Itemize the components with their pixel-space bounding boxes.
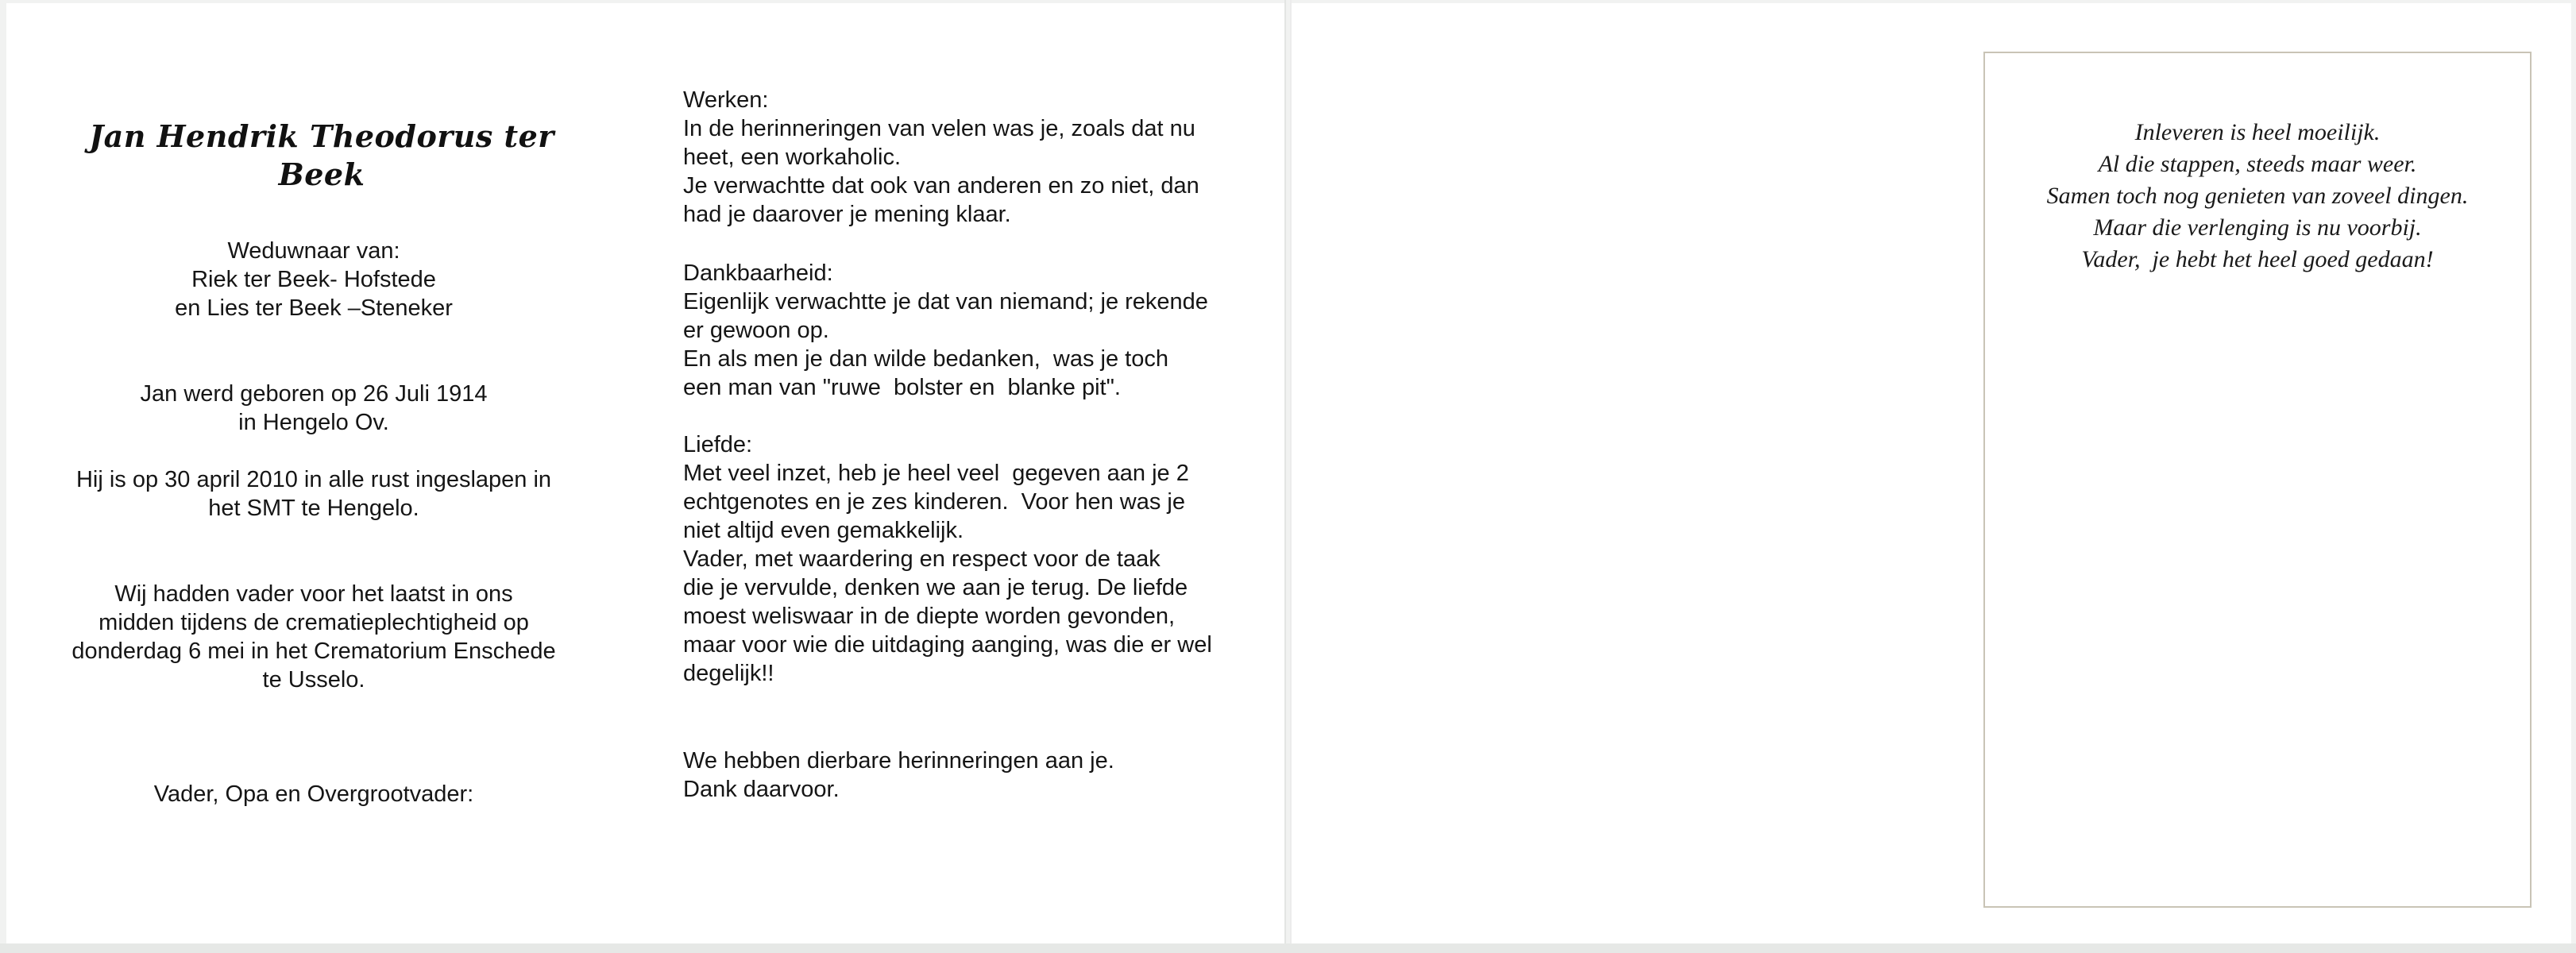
liefde-text: niet altijd even gemakkelijk. <box>683 518 964 543</box>
poem <box>1985 117 2530 276</box>
liefde-text: degelijk!! <box>683 661 774 686</box>
card-fold-shadow <box>1290 0 1292 953</box>
dankbaarheid-section <box>683 259 1255 402</box>
poem-line: Samen toch nog genieten van zoveel dingen. <box>2046 183 2469 209</box>
liefde-text: Met veel inzet, heb je heel veel gegeven aan je 2 <box>683 461 1189 486</box>
cremation-line: donderdag 6 mei in het Crematorium Enschede <box>71 639 556 664</box>
werken-text: heet, een workaholic. <box>683 145 902 170</box>
cremation-block <box>48 580 580 694</box>
dankbaarheid-text: En als men je dan wilde bedanken, was je toch <box>683 346 1168 372</box>
liefde-text: echtgenotes en je zes kinderen. Voor hen was je <box>683 489 1185 515</box>
birth-block <box>48 380 580 437</box>
birth-place: in Hengelo Ov. <box>238 410 389 435</box>
poem-line: Vader, je hebt het heel goed gedaan! <box>2081 246 2434 272</box>
spouse-name: Riek ter Beek- Hofstede <box>191 267 436 292</box>
werken-text: Je verwachtte dat ook van anderen en zo niet, dan <box>683 173 1199 199</box>
dankbaarheid-text: er gewoon op. <box>683 318 829 343</box>
cremation-line: te Usselo. <box>262 667 365 693</box>
cremation-line: midden tijdens de crematieplechtigheid op <box>98 610 529 635</box>
liefde-text: Vader, met waardering en respect voor de taak <box>683 546 1161 572</box>
widower-block <box>48 237 580 322</box>
spouse-name: en Lies ter Beek –Steneker <box>175 295 453 321</box>
liefde-text: die je vervulde, denken we aan je terug. De liefde <box>683 575 1188 600</box>
dankbaarheid-text: een man van "ruwe bolster en blanke pit". <box>683 375 1121 400</box>
poem-line: Al die stappen, steeds maar weer. <box>2098 151 2417 177</box>
poem-line: Inleveren is heel moeilijk. <box>2134 119 2381 145</box>
scan-bottom-edge <box>0 943 2576 953</box>
memories-text: We hebben dierbare herinneringen aan je. <box>683 748 1114 774</box>
section-heading-liefde: Liefde: <box>683 432 753 457</box>
deceased-name-heading: Jan Hendrik Theodorus ter Beek <box>89 118 554 192</box>
section-heading-dankbaarheid: Dankbaarheid: <box>683 260 833 286</box>
dankbaarheid-text: Eigenlijk verwachtte je dat van niemand; je rekende <box>683 289 1208 314</box>
poem-line: Maar die verlenging is nu voorbij. <box>2093 214 2422 241</box>
werken-section <box>683 86 1255 229</box>
werken-text: In de herinneringen van velen was je, zoals dat nu <box>683 116 1195 141</box>
werken-text: had je daarover je mening klaar. <box>683 202 1011 227</box>
card-fold-line <box>1284 0 1286 953</box>
section-heading-werken: Werken: <box>683 87 769 113</box>
family-heading: Vader, Opa en Overgrootvader: <box>153 781 474 807</box>
liefde-text: maar voor wie die uitdaging aanging, was die er wel <box>683 632 1212 658</box>
death-line: Hij is op 30 april 2010 in alle rust ingeslapen in <box>75 467 552 492</box>
birth-line: Jan werd geboren op 26 Juli 1914 <box>140 381 488 407</box>
widower-heading: Weduwnaar van: <box>227 238 400 264</box>
thanks-text: Dank daarvoor. <box>683 777 840 802</box>
cremation-line: Wij hadden vader voor het laatst in ons <box>114 581 513 607</box>
liefde-text: moest weliswaar in de diepte worden gevonden, <box>683 604 1176 629</box>
death-place: het SMT te Hengelo. <box>208 496 419 521</box>
memories-section <box>683 747 1255 804</box>
liefde-section <box>683 430 1255 688</box>
poem-frame <box>1983 52 2532 908</box>
death-block <box>48 465 580 523</box>
